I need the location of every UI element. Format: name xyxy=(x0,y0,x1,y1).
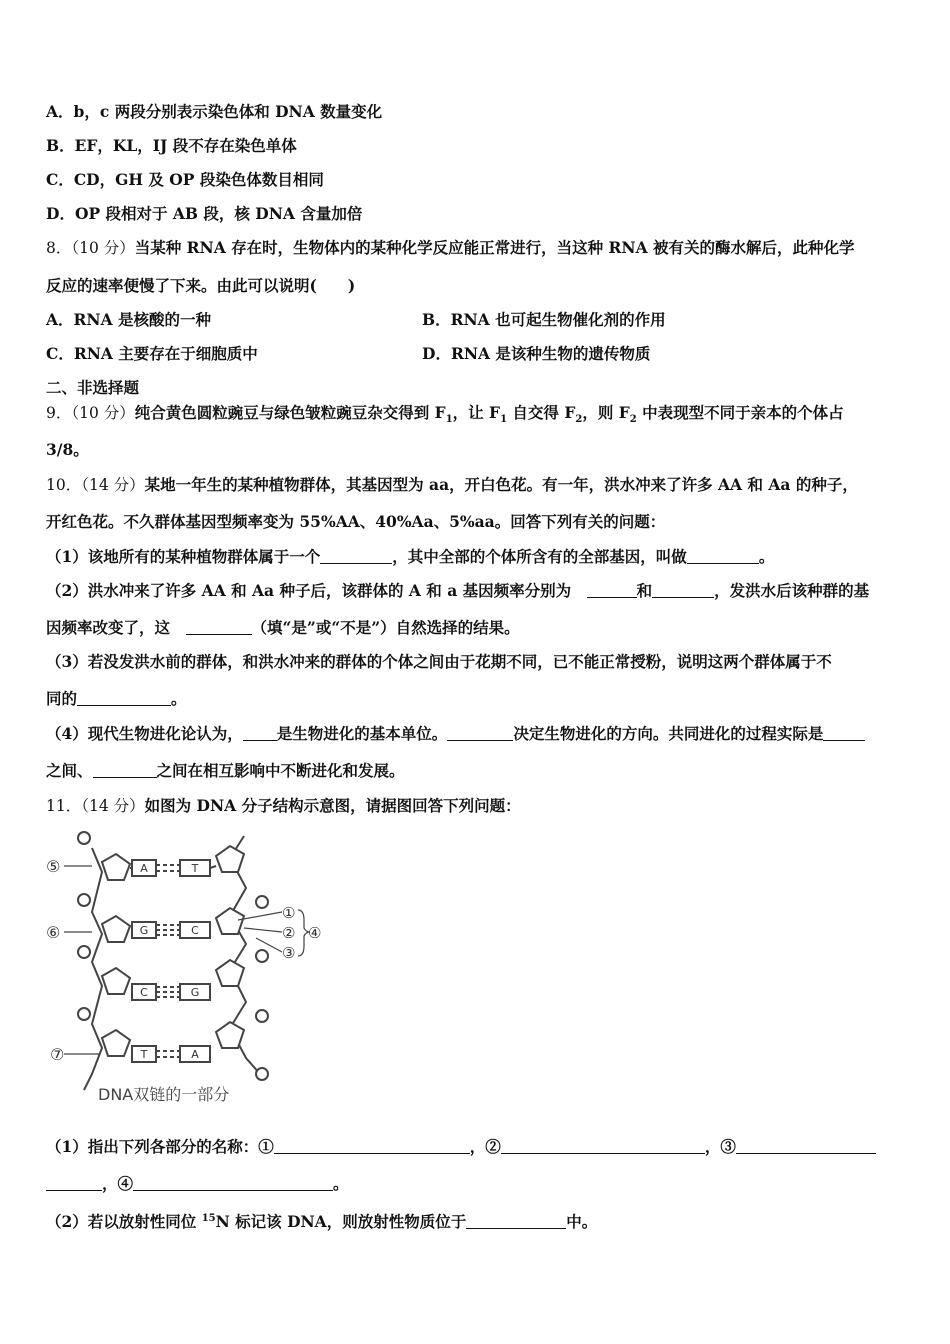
q10-number: 10． xyxy=(46,476,82,494)
q10-p2-text-c: ，发洪水后该种群的基 xyxy=(714,581,870,600)
q10-part2-line1 xyxy=(46,581,910,601)
q11-p2-text-a: （2）若以放射性同位 xyxy=(46,1212,202,1232)
q11-stem xyxy=(46,796,910,816)
base-label-t: T xyxy=(191,862,199,875)
section-heading: 二、非选择题 xyxy=(46,378,140,397)
q8-score: （10 分） xyxy=(71,239,135,257)
right-sugar-4 xyxy=(216,1022,244,1048)
q9-stem-line1 xyxy=(46,403,910,430)
base-label-a: A xyxy=(140,862,148,875)
q9-text3: 自交得 F xyxy=(507,403,576,422)
q11-p2-blank[interactable] xyxy=(466,1213,566,1229)
q11-p1-text-c: ，③ xyxy=(704,1137,736,1156)
q9-text1: 纯合黄色圆粒豌豆与绿色皱粒豌豆杂交得到 F xyxy=(134,403,446,422)
q7-option-a: A．b，c 两段分别表示染色体和 DNA 数量变化 xyxy=(46,102,383,121)
left-phosphate-4 xyxy=(78,1008,90,1020)
base-label-t2: T xyxy=(140,1048,148,1061)
left-phosphate-2 xyxy=(78,894,90,906)
q11-part2 xyxy=(46,1209,910,1232)
q11-p1-text-a: （1）指出下列各部分的名称：① xyxy=(46,1137,274,1156)
q8-options-row1 xyxy=(46,310,910,330)
q11-p1-blank4[interactable] xyxy=(133,1175,333,1191)
q10-p1-text-b: ，其中全部的个体所含有的全部基因，叫做 xyxy=(392,547,687,566)
q11-p1-blank3a[interactable] xyxy=(736,1138,876,1154)
left-sugar-4 xyxy=(102,1030,130,1056)
q10-p1-text-a: （1）该地所有的某种植物群体属于一个 xyxy=(46,547,321,566)
q10-p4-text-d: 之间、 xyxy=(46,761,93,780)
q8-option-c: C．RNA 主要存在于细胞质中 xyxy=(46,344,258,363)
q8-stem-line2: 反应的速率便慢了下来。由此可以说明( ) xyxy=(46,276,356,295)
q9-text2: ，让 F xyxy=(452,403,501,422)
q10-p4-text-b: 是生物进化的基本单位。 xyxy=(276,724,448,743)
q10-p2-text-e: （填“是”或“不是”）自然选择的结果。 xyxy=(251,618,520,637)
right-sugar-1 xyxy=(216,846,244,872)
q7-option-b: B．EF，KL，IJ 段不存在染色单体 xyxy=(46,136,297,155)
q9-sub4: 2 xyxy=(629,414,637,426)
q10-part4-line1 xyxy=(46,724,910,744)
label-4: ④ xyxy=(308,924,322,942)
q11-part1-line1 xyxy=(46,1137,910,1157)
q9-sub2: 1 xyxy=(500,414,508,426)
q9-sub3: 2 xyxy=(575,414,583,426)
q8-number: 8． xyxy=(46,239,72,257)
q9-sub1: 1 xyxy=(445,414,453,426)
q8-stem-line1 xyxy=(46,238,910,258)
q10-p2-blank3[interactable] xyxy=(186,619,252,635)
q8-option-b: B．RNA 也可起生物催化剂的作用 xyxy=(422,310,666,329)
q10-stem-line2: 开红色花。不久群体基因型频率变为 55%AA、40%Aa、5%aa。回答下列有关的问题： xyxy=(46,512,666,531)
q7-option-d: D．OP 段相对于 AB 段，核 DNA 含量加倍 xyxy=(46,204,363,223)
q10-p2-text-b: 和 xyxy=(636,581,653,600)
left-phosphate-1 xyxy=(78,832,90,844)
q10-part1 xyxy=(46,547,910,567)
figure-caption: DNA双链的一部分 xyxy=(98,1085,230,1104)
q8-option-a: A．RNA 是核酸的一种 xyxy=(46,310,211,329)
q11-p1-blank1[interactable] xyxy=(274,1138,470,1154)
q10-p4-text-a: （4）现代生物进化论认为， xyxy=(46,724,243,743)
q11-stem-text: 如图为 DNA 分子结构示意图，请据图回答下列问题： xyxy=(144,796,521,815)
q11-part1-line2 xyxy=(46,1174,910,1194)
q7-option-c: C．CD，GH 及 OP 段染色体数目相同 xyxy=(46,170,324,189)
left-sugar-2 xyxy=(102,916,130,942)
q10-p2-blank2[interactable] xyxy=(652,582,714,598)
q10-stem-text1: 某地一年生的某种植物群体，其基因型为 aa，开白色花。有一年，洪水冲来了许多 AA 和 Aa 的种子， xyxy=(144,475,858,494)
q10-p3-blank[interactable] xyxy=(77,690,171,706)
right-sugar-2 xyxy=(216,908,244,934)
q10-stem-line1 xyxy=(46,475,910,495)
q11-p2-sup: 15 xyxy=(201,1213,216,1224)
left-sugar-3 xyxy=(102,968,130,994)
q11-p1-text-b: ，② xyxy=(469,1137,501,1156)
q10-p1-blank2[interactable] xyxy=(687,548,759,564)
q11-p1-text-e: 。 xyxy=(333,1174,349,1193)
q9-text4: ，则 F xyxy=(582,403,630,422)
right-phosphate-3 xyxy=(256,1010,268,1022)
base-label-c: C xyxy=(191,924,199,937)
q11-p1-text-d: ，④ xyxy=(102,1174,134,1193)
label-2: ② xyxy=(282,924,296,942)
label-7: ⑦ xyxy=(50,1045,65,1064)
right-sugar-3 xyxy=(216,960,244,986)
q10-p3-text-b: 同的 xyxy=(46,689,78,708)
label-1: ① xyxy=(282,904,296,922)
q11-p1-blank2[interactable] xyxy=(501,1138,705,1154)
q10-p2-text-d: 因频率改变了，这 xyxy=(46,618,186,637)
q8-option-d: D．RNA 是该种生物的遗传物质 xyxy=(422,344,651,363)
q10-p2-text-a: （2）洪水冲来了许多 AA 和 Aa 种子后，该群体的 A 和 a 基因频率分别为 xyxy=(46,581,587,600)
q11-p1-blank3b[interactable] xyxy=(46,1175,102,1191)
q10-part3-line1: （3）若没发洪水前的群体，和洪水冲来的群体的个体之间由于花期不同，已不能正常授粉，说明这两个群体属于不 xyxy=(46,652,832,671)
q11-number: 11． xyxy=(46,797,82,815)
base-label-a2: A xyxy=(191,1048,199,1061)
label-5: ⑤ xyxy=(46,857,61,876)
base-label-g2: G xyxy=(190,986,200,999)
left-phosphate-3 xyxy=(78,946,90,958)
dna-diagram xyxy=(44,828,334,1110)
q10-p1-text-c: 。 xyxy=(758,547,775,566)
base-label-c2: C xyxy=(140,986,148,999)
q10-part4-line2 xyxy=(46,761,910,781)
label-6: ⑥ xyxy=(46,923,61,942)
q9-score: （10 分） xyxy=(71,404,135,422)
q8-options-row2 xyxy=(46,344,910,364)
q10-p2-blank1[interactable] xyxy=(587,582,637,598)
q10-p4-blank3[interactable] xyxy=(823,725,865,741)
q11-score: （14 分） xyxy=(81,797,145,815)
q10-p4-blank2[interactable] xyxy=(447,725,513,741)
right-phosphate-1 xyxy=(256,896,268,908)
label-3: ③ xyxy=(282,944,296,962)
q10-p4-blank4[interactable] xyxy=(93,762,157,778)
q10-p4-text-c: 决定生物进化的方向。共同进化的过程实际是 xyxy=(513,724,824,743)
q10-part3-line2 xyxy=(46,689,910,709)
q8-stem-text1: 当某种 RNA 存在时，生物体内的某种化学反应能正常进行，当这种 RNA 被有关的酶水解后，此种化学 xyxy=(134,238,855,257)
q9-stem-line2: 3/8。 xyxy=(46,440,89,459)
dna-structure-figure xyxy=(44,828,334,1110)
q10-p4-text-e: 之间在相互影响中不断进化和发展。 xyxy=(156,761,405,780)
q11-p2-text-c: 中。 xyxy=(566,1212,598,1232)
right-phosphate-2 xyxy=(256,950,268,962)
q10-part2-line2 xyxy=(46,618,910,638)
q11-p2-text-b: N 标记该 DNA，则放射性物质位于 xyxy=(215,1212,467,1232)
left-sugar-1 xyxy=(102,854,130,880)
right-phosphate-4 xyxy=(256,1068,268,1080)
q9-number: 9． xyxy=(46,404,72,422)
q10-p4-blank1[interactable] xyxy=(243,725,277,741)
q9-text5: 中表现型不同于亲本的个体占 xyxy=(636,403,844,422)
base-label-g: G xyxy=(139,924,149,937)
q10-score: （14 分） xyxy=(81,476,145,494)
q10-p3-text-c: 。 xyxy=(171,689,187,708)
q10-p1-blank1[interactable] xyxy=(320,548,392,564)
